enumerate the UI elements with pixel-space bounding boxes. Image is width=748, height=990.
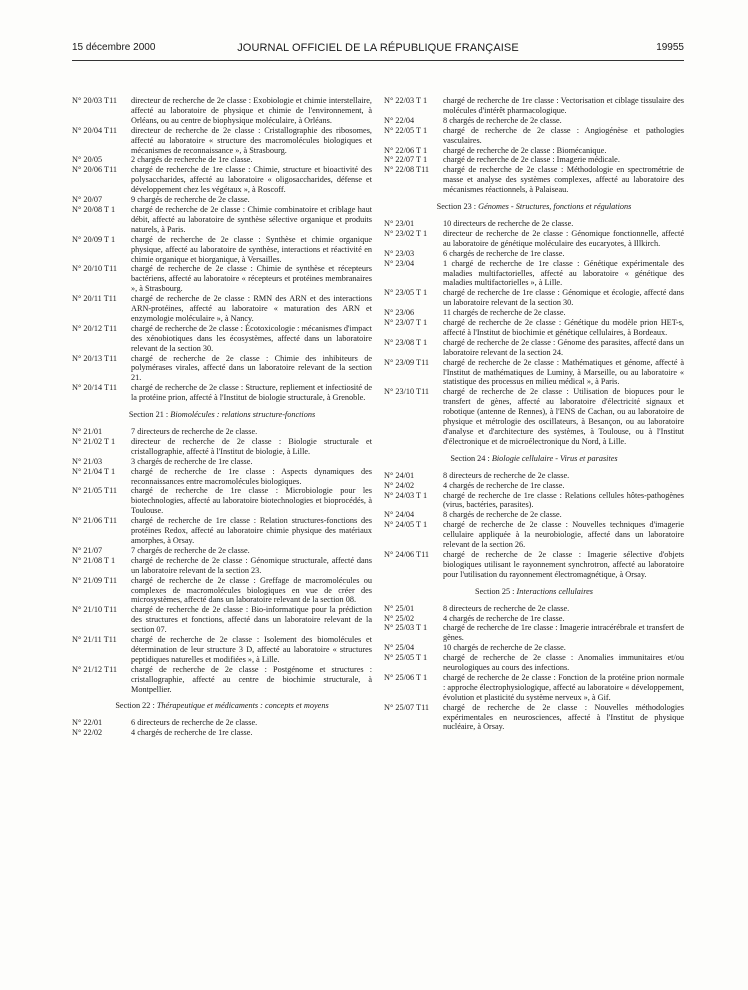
post-number: N° 24/02 [384,480,415,490]
post-entry [72,437,372,457]
section-title: Génomes - Structures, fonctions et régulations [478,202,632,212]
post-number: N° 21/12 T11 [72,664,118,674]
post-entry [384,338,684,358]
post-entry [72,165,372,195]
post-description: 2 chargés de recherche de 1re classe. [131,155,253,165]
post-number: N° 22/06 T 1 [384,145,428,155]
post-number: N° 21/09 T11 [72,575,118,585]
post-entry [72,96,372,126]
post-entry [72,576,372,606]
post-number: N° 22/01 [72,718,103,728]
post-description: directeur de recherche de 2e classe : Biologie structurale et cristallographie, affecté à l'Institut de biologie, à Lille. [131,436,372,456]
post-description: 4 chargés de recherche de 1re classe. [443,480,565,490]
post-entry [384,520,684,550]
post-description: 8 chargés de recherche de 2e classe. [443,115,562,125]
page-header [72,42,684,58]
post-number: N° 24/05 T 1 [384,520,428,530]
post-description: chargé de recherche de 2e classe : Nouvelles méthodologies expérimentales en neurosciences, affecté à l'Institut de physique nucléaire, à Orsay. [443,702,684,732]
post-number: N° 24/04 [384,510,415,520]
post-entry [384,604,684,614]
post-number: N° 23/10 T11 [384,387,430,397]
post-entry [384,155,684,165]
post-number: N° 20/12 T11 [72,323,118,333]
post-description: 8 chargés de recherche de 2e classe. [443,510,562,520]
issue-date: 15 décembre 2000 [72,42,156,53]
section-label: Section 21 : [128,410,169,420]
post-number: N° 22/05 T 1 [384,125,428,135]
post-entry [384,116,684,126]
post-entry [72,235,372,265]
post-description: chargé de recherche de 2e classe : Écotoxicologie : mécanismes d'impact des xénobiotiques dans les écosystèmes, affecté dans un laboratoire relevant de la section 30. [131,323,372,353]
post-entry [384,643,684,653]
post-description: directeur de recherche de 2e classe : Génomique fonctionnelle, affecté au laboratoire de génétique moléculaire des eucaryotes, à Illkirch. [443,228,684,248]
post-description: chargé de recherche de 2e classe : Chimie de synthèse et récepteurs bactériens, affecté au laboratoire « récepteurs et protéines membranaires », à Strasbourg. [131,264,372,294]
post-description: 4 chargés de recherche de 1re classe. [443,613,565,623]
post-number: N° 22/02 [72,728,103,738]
post-entry [384,96,684,116]
post-number: N° 25/04 [384,643,415,653]
post-number: N° 21/05 T11 [72,486,118,496]
section-heading [72,701,372,711]
post-entry [72,635,372,665]
post-description: chargé de recherche de 2e classe : Mathématiques et génome, affecté à l'Institut de mathématiques de Luminy, à Marseille, ou au laboratoire « statistique des processus en milieu médical », à Paris. [443,357,684,387]
post-description: 8 directeurs de recherche de 2e classe. [443,470,570,480]
post-number: N° 22/07 T 1 [384,155,428,165]
post-description: 8 directeurs de recherche de 2e classe. [443,603,570,613]
post-number: N° 23/04 [384,258,415,268]
post-entry [384,510,684,520]
post-description: 7 directeurs de recherche de 2e classe. [131,427,258,436]
post-description: chargé de recherche de 2e classe : Isolement des biomolécules et détermination de leur structure 3 D, affecté au laboratoire « structures peptidiques naturelles et modifiées », à Lille. [131,635,372,664]
post-entry [384,481,684,491]
post-number: N° 21/08 T 1 [72,555,116,565]
post-entry [384,471,684,481]
post-number: N° 20/06 T11 [72,165,118,175]
post-number: N° 20/03 T11 [72,96,118,105]
post-description: chargé de recherche de 2e classe : Anomalies immunitaires et/ou neurologiques au cours des infections. [443,653,684,673]
post-entry [384,703,684,733]
post-number: N° 25/07 T11 [384,702,430,712]
post-number: N° 25/02 [384,613,415,623]
page-number: 19955 [656,42,684,53]
post-number: N° 22/04 [384,115,415,125]
post-number: N° 21/03 [72,456,103,466]
post-description: chargé de recherche de 2e classe : Fonction de la protéine prion normale : approche électrophysiologique, affecté au laboratoire « développement, évolution et plasticité du système nerveux », à Gif. [443,672,684,702]
post-description: 1 chargé de recherche de 1re classe : Génétique expérimentale des maladies multifactorielles, affecté au laboratoire « génétique des maladies multifactorielles », à Lille. [443,258,684,288]
post-number: N° 25/06 T 1 [384,672,428,682]
post-description: chargé de recherche de 2e classe : Chimie des inhibiteurs de polymérases virales, affecté dans un laboratoire relevant de la section 21. [131,353,372,383]
post-number: N° 20/13 T11 [72,353,118,363]
post-description: 11 chargés de recherche de 2e classe. [443,308,566,318]
post-number: N° 21/11 T11 [72,635,117,645]
post-description: chargé de recherche de 2e classe : Utilisation de biopuces pour le transfert de gènes, affecté au laboratoire d'électricité signaux et robotique (antenne de Rennes), à l'ENS de Cachan, ou au laboratoire de physique et métrologie des oscillateurs, à Besançon, ou au laboratoire d'analyse et d'architecture des systèmes, à Toulouse, ou à l'Institut d'électronique et de microélectronique du Nord, à Lille. [443,387,684,446]
section-heading [384,587,684,597]
post-entry [72,264,372,294]
post-entry [72,457,372,467]
post-description: 7 chargés de recherche de 2e classe. [131,545,250,555]
post-description: chargé de recherche de 2e classe : Biomécanique. [443,145,607,155]
post-description: chargé de recherche de 2e classe : Structure, repliement et infectiosité de la protéine prion, affecté à l'Institut de biologie structurale, à Grenoble. [131,383,372,403]
post-number: N° 23/05 T 1 [384,288,428,298]
post-entry [72,126,372,156]
post-entry [384,146,684,156]
post-description: 6 directeurs de recherche de 2e classe. [131,718,258,728]
post-entry [72,324,372,354]
post-description: chargé de recherche de 2e classe : Imagerie médicale. [443,155,620,165]
post-description: chargé de recherche de 2e classe : Angiogénèse et pathologies vasculaires. [443,125,684,145]
post-entry [72,605,372,635]
post-description: chargé de recherche de 1re classe : Génomique et écologie, affecté dans un laboratoire relevant de la section 30. [443,288,684,308]
post-entry [384,550,684,580]
right-column [384,96,684,732]
post-number: N° 25/05 T 1 [384,653,428,663]
post-entry [72,546,372,556]
post-entry [72,354,372,384]
post-entry [384,219,684,229]
section-title: Biomolécules : relations structure-fonctions [170,410,316,420]
post-description: chargé de recherche de 1re classe : Imagerie intracérébrale et transfert de gènes. [443,623,684,643]
header-rule [72,60,684,61]
post-entry [72,155,372,165]
post-description: chargé de recherche de 2e classe : Postgénome et structures : cristallographie, affecté au centre de biochimie structurale, à Montpellier. [131,664,372,694]
post-entry [384,288,684,308]
post-entry [384,653,684,673]
left-column [72,96,372,738]
post-entry [384,614,684,624]
post-entry [384,358,684,388]
post-description: chargé de recherche de 1re classe : Vectorisation et ciblage tissulaire des molécules d'intérêt pharmacologique. [443,96,684,115]
post-description: chargé de recherche de 2e classe : Synthèse et chimie organique physique, affecté au laboratoire de synthèse, interactions et réactivité en chimie organique et biorganique, à Versailles. [131,234,372,264]
section-heading [384,202,684,212]
post-entry [384,308,684,318]
post-description: 4 chargés de recherche de 1re classe. [131,728,253,738]
post-description: chargé de recherche de 1re classe : Aspects dynamiques des reconnaissances entre macromolécules biologiques. [131,466,372,486]
section-label: Section 24 : [450,453,490,463]
section-label: Section 25 : [475,586,515,596]
post-number: N° 23/03 [384,248,415,258]
post-number: N° 23/06 [384,308,415,318]
section-label: Section 22 : [115,701,155,711]
post-entry [384,249,684,259]
section-title: Biologie cellulaire - Virus et parasites [491,453,618,463]
post-entry [384,165,684,195]
section-heading [384,454,684,464]
post-description: chargé de recherche de 1re classe : Relations cellules hôtes-pathogènes (virus, bactéries, parasites). [443,490,684,510]
post-description: 6 chargés de recherche de 1re classe. [443,248,565,258]
post-number: N° 22/03 T 1 [384,96,428,105]
post-number: N° 25/01 [384,603,415,613]
post-description: 3 chargés de recherche de 1re classe. [131,456,253,466]
post-number: N° 23/09 T11 [384,357,430,367]
post-number: N° 21/10 T11 [72,605,118,615]
section-title: Thérapeutique et médicaments : concepts et moyens [156,701,329,711]
post-entry [72,728,372,738]
post-description: chargé de recherche de 2e classe : Génétique du modèle prion HET-s, affecté à l'Institut de biochimie et génétique cellulaires, à Bordeaux. [443,318,684,337]
post-description: directeur de recherche de 2e classe : Cristallographie des ribosomes, affecté au laboratoire « structure des macromolécules biologiques et mécanismes de reconnaissance », à Strasbourg. [131,125,372,155]
post-number: N° 20/05 [72,155,103,165]
post-entry [72,467,372,487]
post-entry [72,427,372,437]
post-description: chargé de recherche de 2e classe : Chimie combinatoire et criblage haut débit, affecté au laboratoire de synthèse sélective organique et produits naturels, à Paris. [131,204,372,234]
post-number: N° 21/01 [72,427,103,436]
post-entry [72,718,372,728]
post-entry [72,516,372,546]
post-entry [384,318,684,338]
post-number: N° 23/01 [384,218,415,228]
post-number: N° 21/04 T 1 [72,466,116,476]
post-number: N° 21/07 [72,545,103,555]
post-number: N° 20/11 T11 [72,294,117,304]
post-number: N° 24/06 T11 [384,549,430,559]
post-description: chargé de recherche de 2e classe : Méthodologie en spectrométrie de masse et analyse des systèmes complexes, affecté au laboratoire des mécanismes réactionnels, à Palaiseau. [443,165,684,195]
post-entry [72,556,372,576]
post-number: N° 21/02 T 1 [72,436,116,446]
post-entry [384,491,684,511]
post-number: N° 23/02 T 1 [384,228,428,238]
post-number: N° 25/03 T 1 [384,623,428,633]
post-description: 10 directeurs de recherche de 2e classe. [443,218,574,228]
post-number: N° 20/08 T 1 [72,204,116,214]
post-entry [72,205,372,235]
post-number: N° 24/01 [384,470,415,480]
post-number: N° 23/08 T 1 [384,337,428,347]
post-entry [384,229,684,249]
post-number: N° 23/07 T 1 [384,318,428,328]
post-entry [384,623,684,643]
post-description: chargé de recherche de 1re classe : Chimie, structure et bioactivité des polysaccharides, affecté au laboratoire « oligosaccharides, défense et développement chez les végétaux », à Roscoff. [131,165,372,195]
post-entry [72,383,372,403]
post-number: N° 21/06 T11 [72,516,118,526]
post-entry [72,486,372,516]
post-entry [384,387,684,446]
post-description: chargé de recherche de 2e classe : Nouvelles techniques d'imagerie cellulaire appliquée à la neurobiologie, affecté dans un laboratoire relevant de la section 26. [443,520,684,550]
post-entry [384,126,684,146]
post-number: N° 24/03 T 1 [384,490,428,500]
post-entry [72,665,372,695]
post-description: chargé de recherche de 2e classe : Génome des parasites, affecté dans un laboratoire relevant de la section 24. [443,337,684,357]
post-number: N° 20/09 T 1 [72,234,116,244]
post-description: chargé de recherche de 2e classe : Génomique structurale, affecté dans un laboratoire relevant de la section 23. [131,555,372,575]
post-entry [72,195,372,205]
post-description: chargé de recherche de 2e classe : Bio-informatique pour la prédiction des structures et fonctions, affecté dans un laboratoire relevant de la section 07. [131,605,372,635]
post-number: N° 22/08 T11 [384,165,430,175]
journal-title: JOURNAL OFFICIEL DE LA RÉPUBLIQUE FRANÇAISE [237,42,519,54]
post-number: N° 20/14 T11 [72,383,118,393]
post-number: N° 20/07 [72,195,103,205]
post-description: directeur de recherche de 2e classe : Exobiologie et chimie interstellaire, affecté au laboratoire de physique et chimie de l'environnement, à Orléans, ou au centre de biophysique moléculaire, à Orléans. [131,96,372,125]
post-description: chargé de recherche de 2e classe : Imagerie sélective d'objets biologiques utilisant le rayonnement synchrotron, affecté au laboratoire pour l'utilisation du rayonnement électromagnétique, à Orsay. [443,549,684,579]
post-description: 9 chargés de recherche de 2e classe. [131,195,250,205]
post-number: N° 20/04 T11 [72,125,118,135]
post-number: N° 20/10 T11 [72,264,118,274]
section-title: Interactions cellulaires [516,586,593,596]
post-description: chargé de recherche de 2e classe : Greffage de macromolécules ou complexes de macromolécules biologiques en vue de créer des microsystèmes, affecté dans un laboratoire relevant de la section 08. [131,575,372,605]
post-description: chargé de recherche de 1re classe : Relation structures-fonctions des protéines Redox, affecté au laboratoire chimie physique des matériaux amorphes, à Orsay. [131,516,372,545]
section-heading [72,410,372,420]
post-description: chargé de recherche de 2e classe : RMN des ARN et des interactions ARN-protéines, affecté au laboratoire « maturation des ARN et enzymologie moléculaire », à Nancy. [131,294,372,323]
post-entry [72,294,372,324]
post-entry [384,259,684,289]
post-description: 10 chargés de recherche de 2e classe. [443,643,566,653]
post-description: chargé de recherche de 1re classe : Microbiologie pour les biotechnologies, affecté au laboratoire biotechnologies et bioprocédés, à Toulouse. [131,486,372,516]
section-label: Section 23 : [436,202,477,212]
post-entry [384,673,684,703]
